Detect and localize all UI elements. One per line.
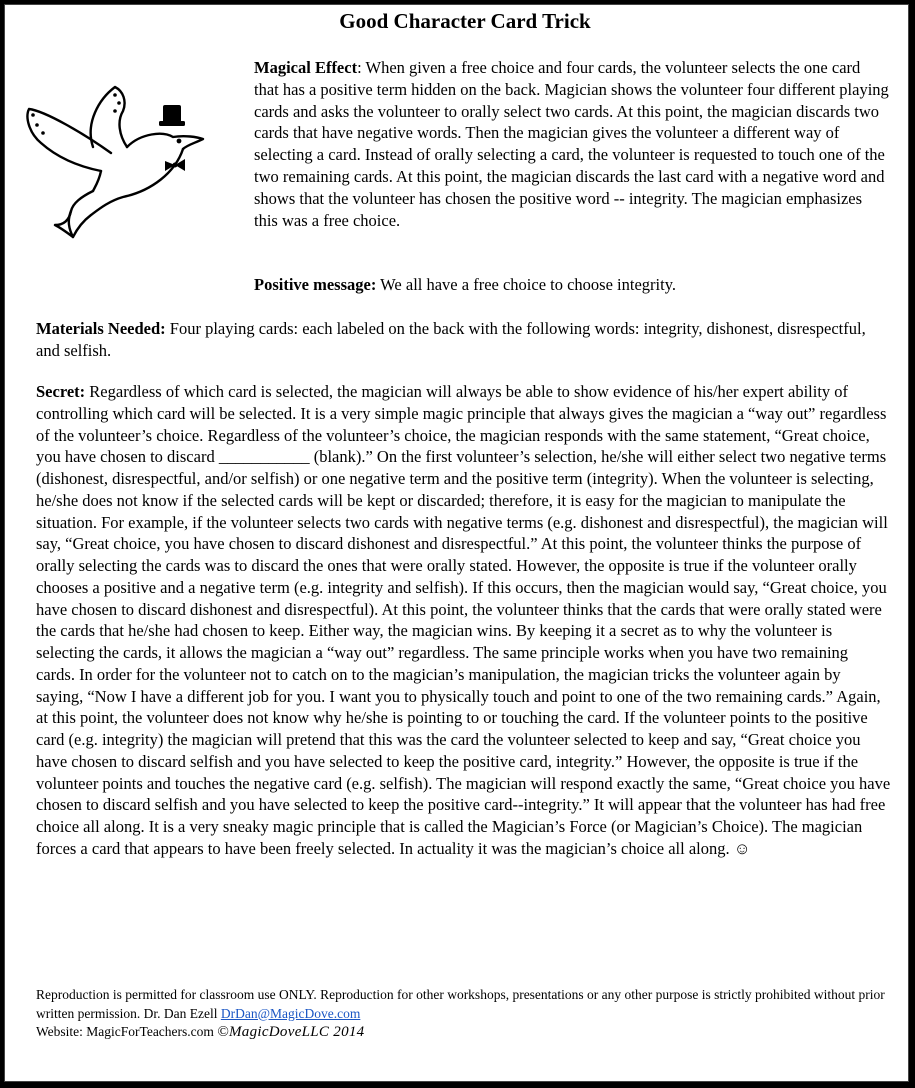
positive-message-text: We all have a free choice to choose integrity. (376, 275, 677, 294)
reproduction-notice: Reproduction is permitted for classroom use ONLY. Reproduction for other workshops, presentations or any other purpose is strictly prohibited without prior written permission. Dr. Dan Ezell (36, 987, 885, 1021)
materials-paragraph (36, 318, 891, 362)
positive-message-label: Positive message: (254, 275, 377, 294)
dove-with-top-hat-icon (15, 81, 215, 241)
website-text: Website: MagicForTeachers.com (36, 1024, 218, 1039)
secret-text: Regardless of which card is selected, the magician will always be able to show evidence of his/her expert ability of controlling which card will be selected. It is a very simple magic principle that always gives the magician a “way out” regardless of the volunteer’s choice. Regardless of the volunteer’s choice, the magician responds with the same statement, “Great choice, you have chosen to discard ___________ (blank).” On the first volunteer’s selection, he/she will either select two negative terms (dishonest, disrespectful, and/or selfish) or one negative term and the positive term (integrity). When the volunteer is selecting, he/she does not know if the selected cards will be kept or discarded; therefore, it is easy for the magician to manipulate the situation. For example, if the volunteer selects two cards with negative terms (e.g. dishonest and disrespectful), the magician will say, “Great choice, you have chosen to discard dishonest and disrespectful.” At this point, the volunteer thinks the purpose of orally selecting the cards was to discard the ones that were orally stated. However, the opposite is true if the volunteer orally chooses a positive and a negative term (e.g. integrity and selfish). If this occurs, then the magician would say, “Great choice, you have chosen to discard dishonest and disrespectful). At this point, the volunteer thinks that the cards that were orally stated were the cards that he/she had chosen to keep. Either way, the magician wins. By keeping it a secret as to why the volunteer is selecting the cards, it allows the magician a “way out” regardless. The same principle works when you have two remaining cards. In order for the volunteer not to catch on to the magician’s manipulation, the magician tricks the volunteer again by saying, “Now I have a different job for you. I want you to physically touch and point to one of the two remaining cards.” Again, at this point, the volunteer does not know why he/she is pointing to or touching the card. If the volunteer points to the positive card (e.g. integrity) the magician will pretend that this was the card the volunteer selected to keep and say, “Great choice you have chosen to discard selfish and you have selected to keep the positive card, integrity.” However, the opposite is true if the volunteer points and touches the negative card (e.g. selfish). The magician will respond exactly the same, “Great choice you have chosen to discard selfish and you have selected to keep the positive card--integrity.” It will appear that the volunteer has had free choice all along. It is a very sneaky magic principle that is called the Magician’s Force (or Magician’s Choice). The magician forces a card that appears to have been freely selected. In actuality it was the magician’s choice all along. ☺ (36, 382, 891, 858)
magical-effect-paragraph (254, 57, 889, 231)
materials-label: Materials Needed: (36, 319, 166, 338)
email-link[interactable]: DrDan@MagicDove.com (220, 1005, 361, 1021)
magical-effect-label: Magical Effect (254, 58, 358, 77)
copyright-text: ©MagicDoveLLC 2014 (217, 1024, 365, 1040)
materials-text: Four playing cards: each labeled on the back with the following words: integrity, dishonest, disrespectful, and selfish. (36, 319, 866, 360)
footer (36, 986, 891, 1042)
page-title: Good Character Card Trick (339, 9, 591, 33)
document-page (4, 4, 909, 1082)
secret-paragraph (36, 381, 891, 860)
magical-effect-text: : When given a free choice and four cards, the volunteer selects the one card that has a positive term hidden on the back. Magician shows the volunteer four different playing cards and asks the volunteer to orally select two cards. At this point, the magician discards two cards that have negative words. Then the magician gives the volunteer a different way of selecting a card. Instead of orally selecting a card, the volunteer is requested to touch one of the two remaining cards. At this point, the magician discards the last card with a negative word and shows that the volunteer has chosen the positive word -- integrity. The magician emphasizes this was a free choice. (254, 58, 889, 230)
secret-label: Secret: (36, 382, 86, 401)
positive-message-paragraph (254, 274, 889, 296)
